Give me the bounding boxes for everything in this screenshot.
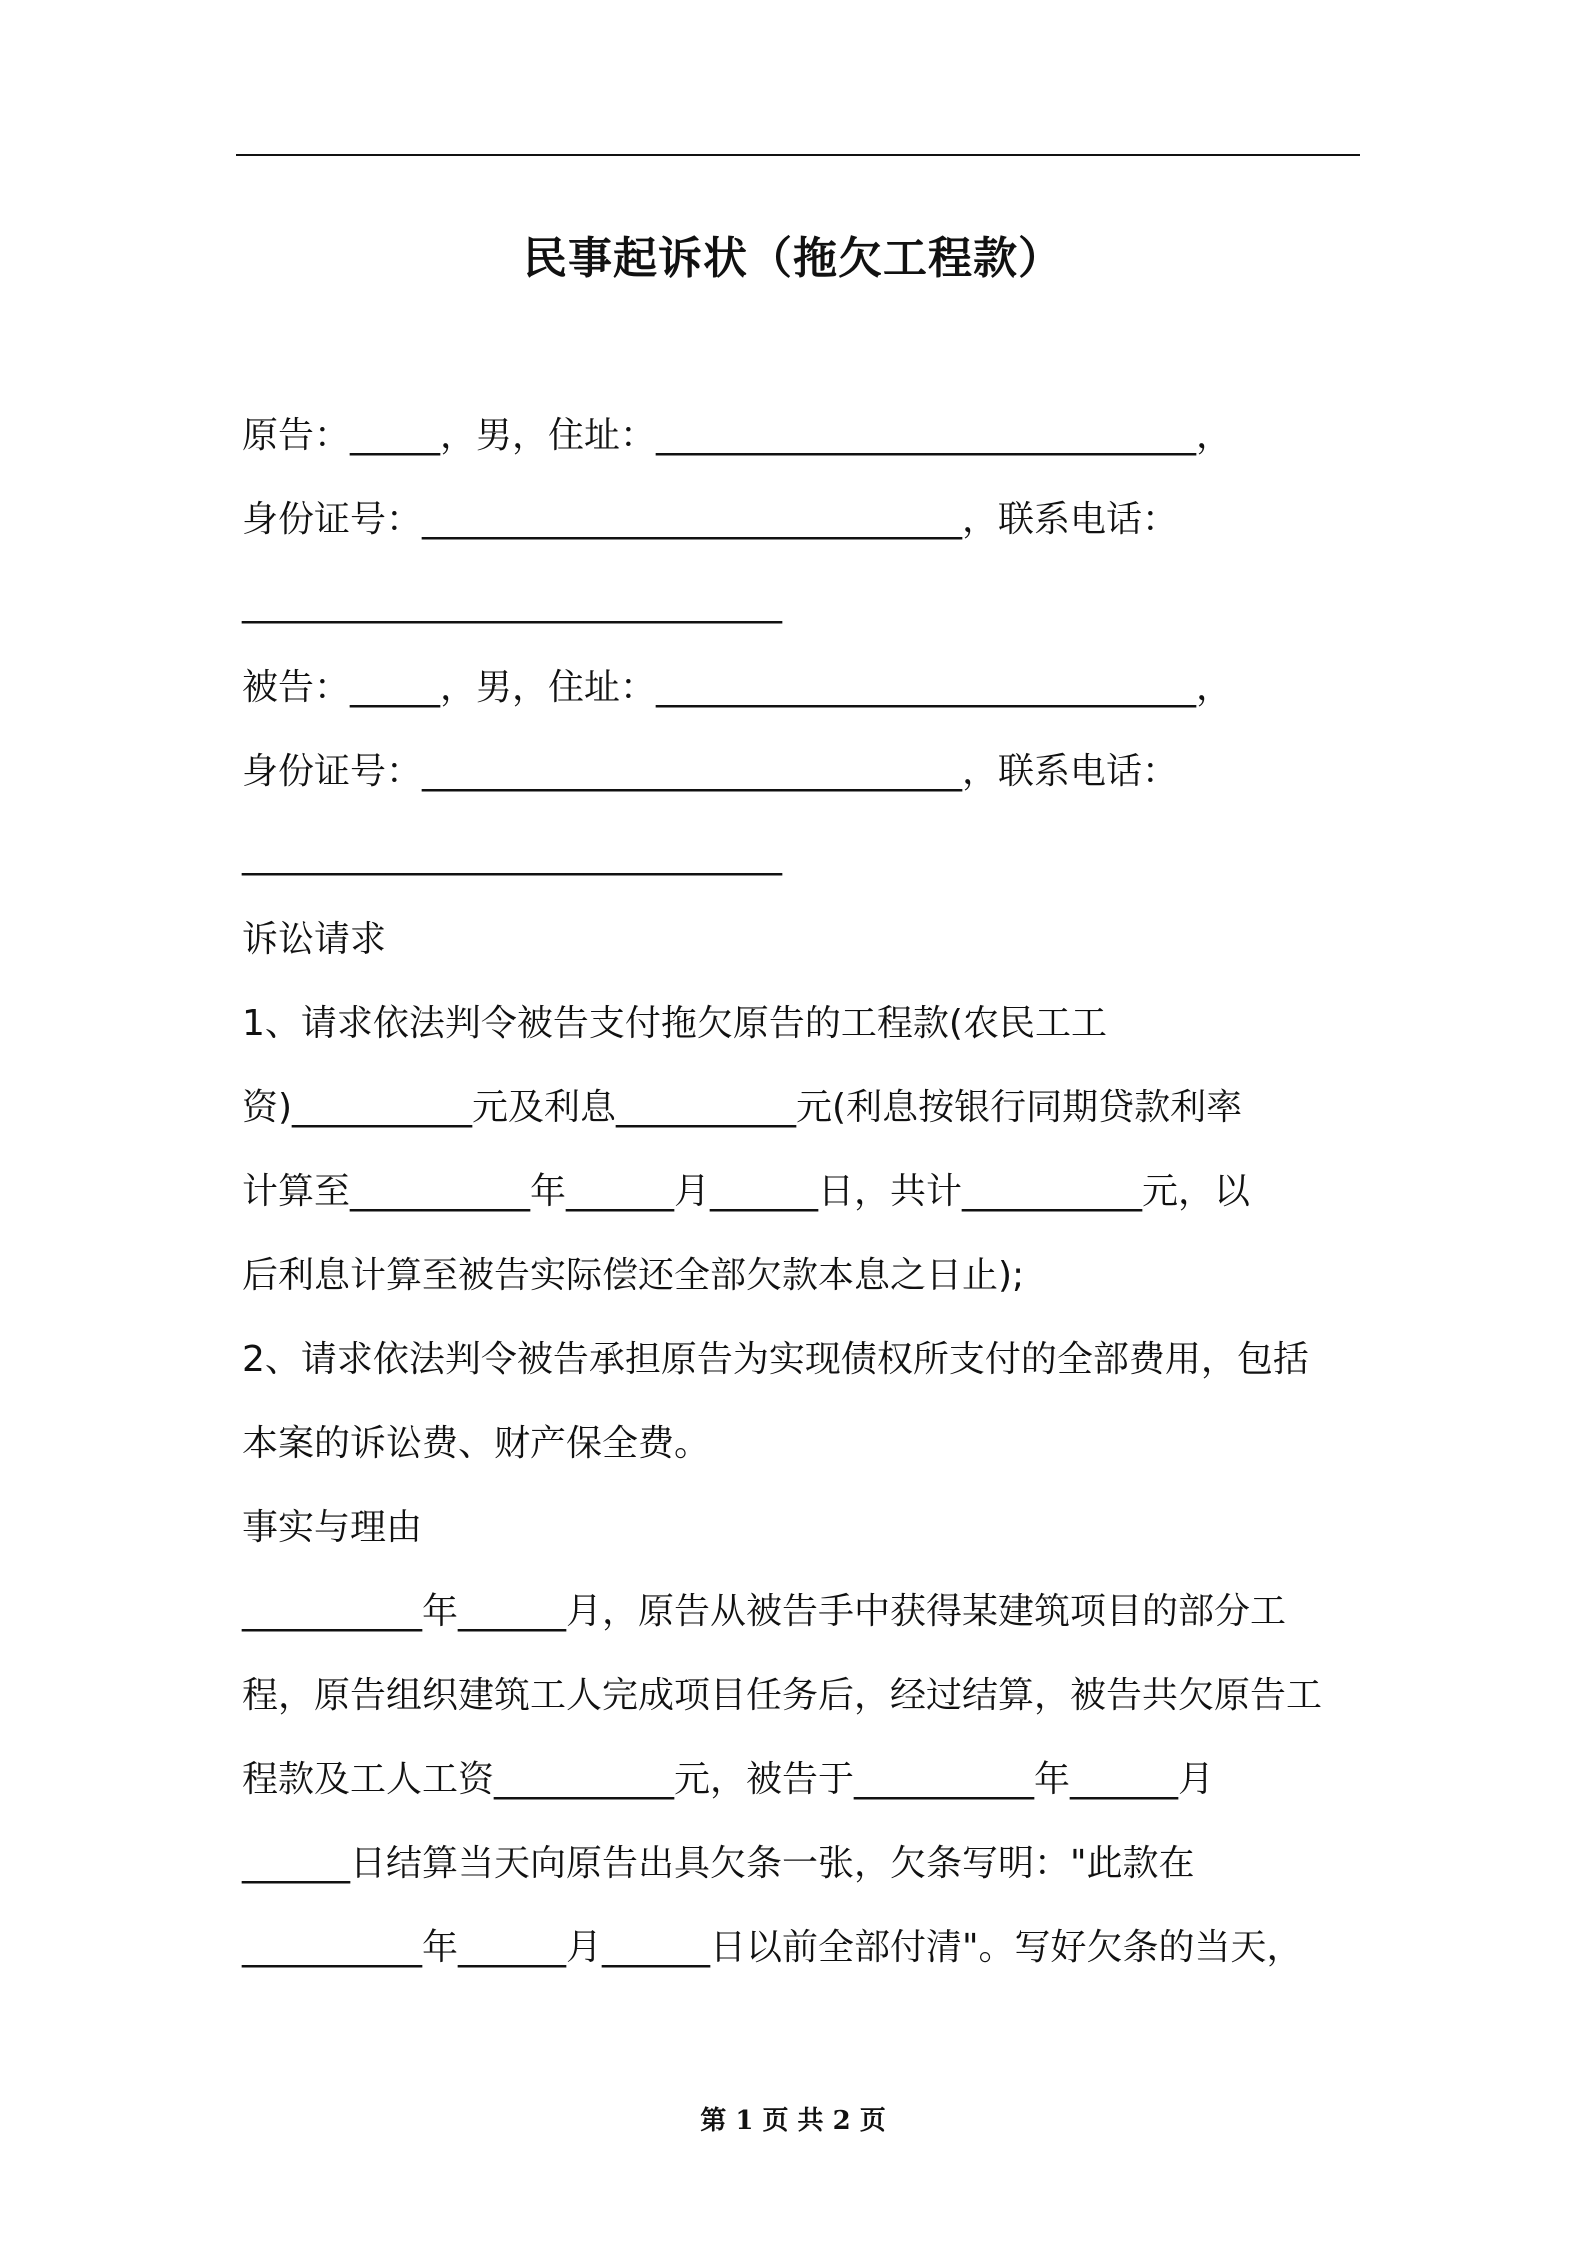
document-title: 民事起诉状（拖欠工程款） xyxy=(523,233,1063,284)
header-rule xyxy=(236,154,1360,156)
section-heading-claims: 诉讼请求 xyxy=(242,919,387,960)
facts-line-5: __________年______月______日以前全部付清"。写好欠条的当天， xyxy=(242,1927,1303,1968)
claim-1-line-4: 后利息计算至被告实际偿还全部欠款本息之日止); xyxy=(242,1255,1025,1296)
page-footer: 第 1 页 共 2 页 xyxy=(700,2106,886,2136)
plaintiff-phone-line: ______________________________ xyxy=(242,583,782,624)
facts-line-3: 程款及工人工资__________元，被告于__________年______月 xyxy=(242,1759,1215,1800)
claim-1-line-1: 1、请求依法判令被告支付拖欠原告的工程款(农民工工 xyxy=(242,1003,1107,1044)
plaintiff-id-line: 身份证号：______________________________，联系电话： xyxy=(242,499,1179,540)
facts-line-2: 程，原告组织建筑工人完成项目任务后，经过结算，被告共欠原告工 xyxy=(242,1675,1323,1716)
claim-2-line-1: 2、请求依法判令被告承担原告为实现债权所支付的全部费用，包括 xyxy=(242,1339,1309,1380)
claim-1-line-3: 计算至__________年______月______日，共计__________元，以 xyxy=(242,1171,1251,1212)
claim-1-line-2: 资)__________元及利息__________元(利息按银行同期贷款利率 xyxy=(242,1087,1243,1128)
defendant-phone-line: ______________________________ xyxy=(242,835,782,876)
defendant-line: 被告：_____，男，住址：______________________________， xyxy=(242,667,1233,708)
defendant-id-line: 身份证号：______________________________，联系电话： xyxy=(242,751,1179,792)
facts-line-1: __________年______月，原告从被告手中获得某建筑项目的部分工 xyxy=(242,1591,1287,1632)
plaintiff-line: 原告：_____，男，住址：______________________________， xyxy=(242,415,1233,456)
section-heading-facts: 事实与理由 xyxy=(242,1507,423,1548)
facts-line-4: ______日结算当天向原告出具欠条一张，欠条写明："此款在 xyxy=(242,1843,1195,1884)
claim-2-line-2: 本案的诉讼费、财产保全费。 xyxy=(242,1423,711,1464)
